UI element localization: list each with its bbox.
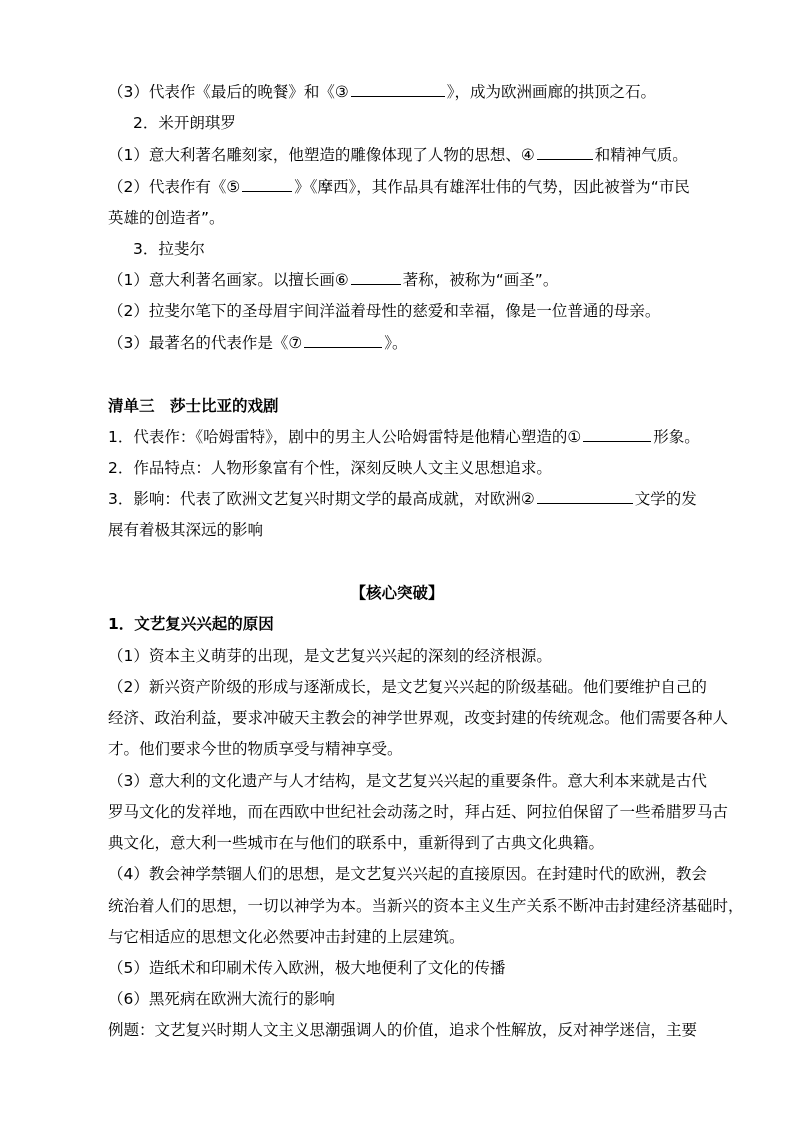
item-raphael-2: （2）拉斐尔笔下的圣母眉宇间洋溢着母性的慈爱和幸福，像是一位普通的母亲。 [108,302,661,320]
item-shakespeare-3 [108,488,697,510]
item-shakespeare-2: 2．作品特点：人物形象富有个性，深刻反映人文主义思想追求。 [108,459,552,477]
text-post: 和精神气质。 [594,146,688,164]
item-michelangelo-2-cont: 英雄的创造者”。 [108,209,225,227]
fill-blank-5[interactable] [242,176,292,192]
text-post: 》《摩西》，其作品具有雄浑壮伟的气势，因此被誉为“市民 [294,178,690,196]
reason-2-line3: 才。他们要求今世的物质享受与精神享受。 [108,740,403,758]
fill-blank-4[interactable] [537,144,593,160]
item-shakespeare-1 [108,426,700,448]
fill-blank-1[interactable] [583,426,651,442]
text-pre: （1）意大利著名雕刻家，他塑造的雕像体现了人物的思想、④ [108,146,535,164]
text-post: 形象。 [653,428,700,446]
item-leonardo-works [108,81,656,103]
example-question: 例题：文艺复兴时期人文主义思潮强调人的价值，追求个性解放，反对神学迷信，主要 [108,1021,698,1039]
item-raphael-1 [108,269,558,291]
reason-2-line2: 经济、政治利益，要求冲破天主教会的神学世界观，改变封建的传统观念。他们需要各种人 [108,709,729,727]
heading-michelangelo: 2．米开朗琪罗 [133,114,236,132]
item-michelangelo-2 [108,176,690,198]
text-pre: 3．影响：代表了欧洲文艺复兴时期文学的最高成就，对欧洲② [108,490,535,508]
item-michelangelo-1 [108,144,688,166]
reason-4-line1: （4）教会神学禁锢人们的思想，是文艺复兴兴起的直接原因。在封建时代的欧洲，教会 [108,865,707,883]
fill-blank-3[interactable] [351,81,445,97]
reason-4-line2: 统治着人们的思想，一切以神学为本。当新兴的资本主义生产关系不断冲击封建经济基础时， [108,897,744,915]
section-title-shakespeare: 清单三 莎士比亚的戏剧 [108,397,279,415]
reason-5: （5）造纸术和印刷术传入欧洲，极大地便利了文化的传播 [108,959,506,977]
text-pre: 1．代表作：《哈姆雷特》，剧中的男主人公哈姆雷特是他精心塑造的① [108,428,582,446]
core-subheading: 1．文艺复兴兴起的原因 [108,615,274,633]
fill-blank-6[interactable] [351,269,401,285]
text-post: 》。 [384,334,408,352]
core-heading: 【核心突破】 [350,584,444,602]
reason-3-line3: 典文化，意大利一些城市在与他们的联系中，重新得到了古典文化典籍。 [108,834,605,852]
reason-2-line1: （2）新兴资产阶级的形成与逐渐成长，是文艺复兴兴起的阶级基础。他们要维护自己的 [108,678,707,696]
reason-6: （6）黑死病在欧洲大流行的影响 [108,990,335,1008]
text-post: 文学的发 [634,490,697,508]
text-pre: （1）意大利著名画家。以擅长画⑥ [108,271,349,289]
text-post: 著称，被称为“画圣”。 [402,271,559,289]
text-pre: （3）最著名的代表作是《⑦ [108,334,303,352]
item-raphael-3 [108,332,408,354]
reason-4-line3: 与它相适应的思想文化必然要冲击封建的上层建筑。 [108,928,465,946]
text-pre: （2）代表作有《⑤ [108,178,241,196]
reason-3-line2: 罗马文化的发祥地，而在西欧中世纪社会动荡之时，拜占廷、阿拉伯保留了一些希腊罗马古 [108,803,729,821]
heading-raphael: 3．拉斐尔 [133,240,205,258]
item-shakespeare-3-cont: 展有着极其深远的影响 [108,521,264,539]
fill-blank-2[interactable] [537,488,633,504]
reason-3-line1: （3）意大利的文化遗产与人才结构，是文艺复兴兴起的重要条件。意大利本来就是古代 [108,772,707,790]
text-pre: （3）代表作《最后的晚餐》和《③ [108,83,349,101]
fill-blank-7[interactable] [304,332,382,348]
text-post: 》，成为欧洲画廊的拱顶之石。 [446,83,657,101]
reason-1: （1）资本主义萌芽的出现，是文艺复兴兴起的深刻的经济根源。 [108,647,552,665]
